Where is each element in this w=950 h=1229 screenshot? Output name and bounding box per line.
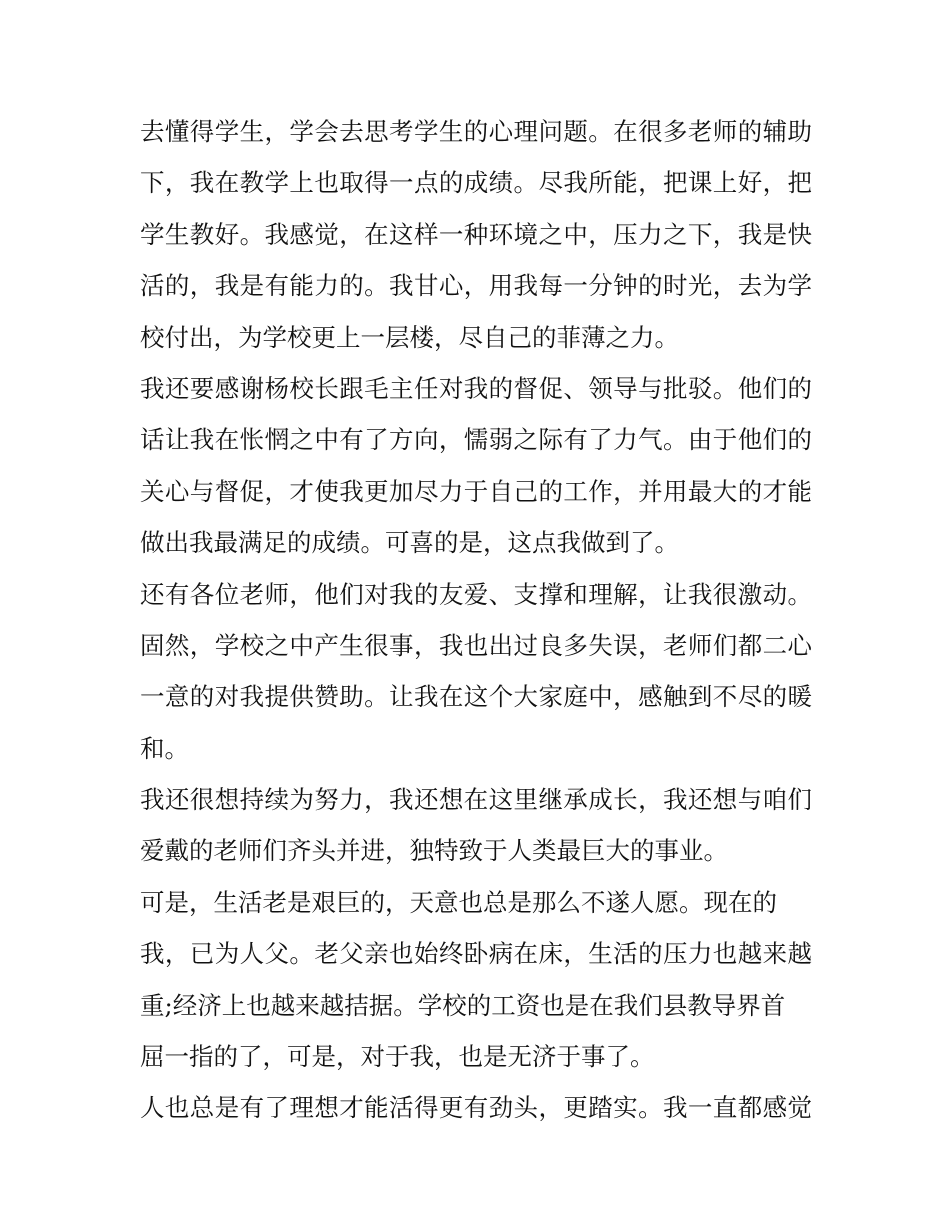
text-line: 我，已为人父。老父亲也始终卧病在床，生活的压力也越来越 bbox=[140, 939, 812, 969]
text-line: 爱戴的老师们齐头并进，独特致于人类最巨大的事业。 bbox=[140, 836, 728, 866]
paragraph bbox=[140, 774, 812, 877]
text-line: 固然，学校之中产生很事，我也出过良多失误，老师们都二心 bbox=[140, 630, 812, 660]
paragraph bbox=[140, 363, 812, 569]
paragraph bbox=[140, 877, 812, 1083]
text-line: 重;经济上也越来越拮据。学校的工资也是在我们县教导界首 bbox=[140, 990, 786, 1020]
text-line: 校付出，为学校更上一层楼，尽自己的菲薄之力。 bbox=[140, 322, 679, 352]
text-line: 去懂得学生，学会去思考学生的心理问题。在很多老师的辅助 bbox=[140, 117, 812, 146]
paragraph bbox=[140, 1082, 812, 1133]
text-line: 关心与督促，才使我更加尽力于自己的工作，并用最大的才能 bbox=[140, 476, 812, 506]
text-line: 人也总是有了理想才能活得更有劲头，更踏实。我一直都感觉 bbox=[140, 1093, 812, 1123]
text-line: 话让我在怅惘之中有了方向，懦弱之际有了力气。由于他们的 bbox=[140, 425, 812, 455]
text-line: 学生教好。我感觉，在这样一种环境之中，压力之下，我是快 bbox=[140, 219, 812, 249]
paragraph bbox=[140, 106, 812, 363]
text-line: 屈一指的了，可是，对于我，也是无济于事了。 bbox=[140, 1042, 655, 1072]
text-line: 下，我在教学上也取得一点的成绩。尽我所能，把课上好，把 bbox=[140, 168, 812, 198]
document-body bbox=[140, 106, 812, 1134]
text-line: 我还很想持续为努力，我还想在这里继承成长，我还想与咱们 bbox=[140, 785, 812, 815]
text-line: 活的，我是有能力的。我甘心，用我每一分钟的时光，去为学 bbox=[140, 271, 812, 301]
text-line: 还有各位老师，他们对我的友爱、支撑和理解，让我很激动。 bbox=[140, 579, 812, 609]
paragraph bbox=[140, 569, 812, 775]
text-line: 我还要感谢杨校长跟毛主任对我的督促、领导与批驳。他们的 bbox=[140, 373, 812, 403]
text-line: 和。 bbox=[140, 733, 189, 763]
text-line: 可是，生活老是艰巨的，天意也总是那么不遂人愿。现在的 bbox=[140, 887, 777, 917]
text-line: 一意的对我提供赞助。让我在这个大家庭中，感触到不尽的暖 bbox=[140, 682, 812, 712]
text-line: 做出我最满足的成绩。可喜的是，这点我做到了。 bbox=[140, 528, 679, 558]
